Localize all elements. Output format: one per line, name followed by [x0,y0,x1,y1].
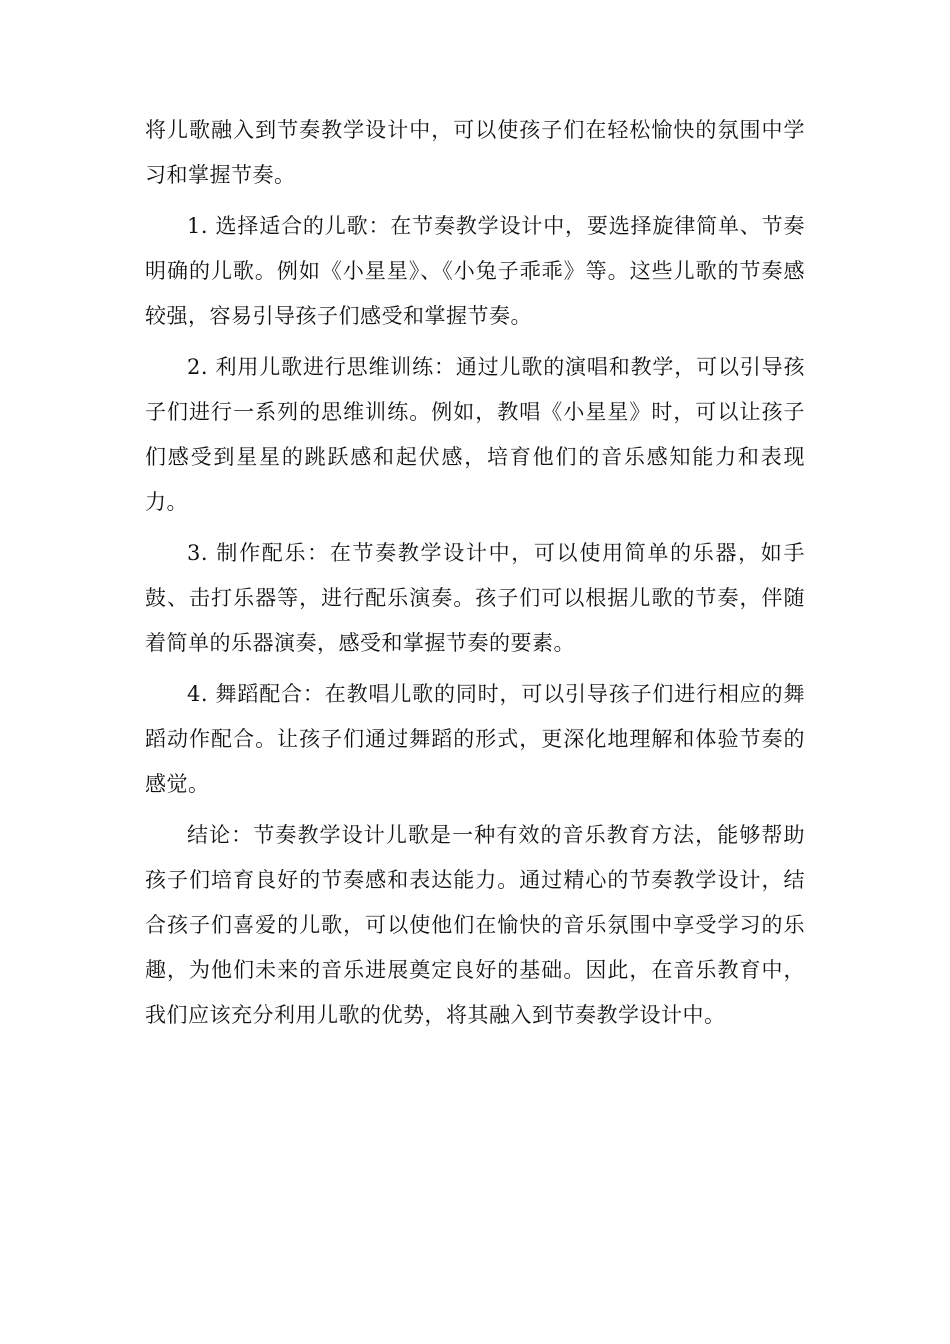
paragraph-item-2: 2. 利用儿歌进行思维训练：通过儿歌的演唱和教学，可以引导孩子们进行一系列的思维训练。例如，教唱《小星星》时，可以让孩子们感受到星星的跳跃感和起伏感，培育他们的音乐感知能力和表现力。 [145,355,805,514]
paragraph-intro: 将儿歌融入到节奏教学设计中，可以使孩子们在轻松愉快的氛围中学习和掌握节奏。 [145,118,805,187]
document-body [145,108,805,1044]
paragraph-item-3: 3. 制作配乐：在节奏教学设计中，可以使用简单的乐器，如手鼓、击打乐器等，进行配乐演奏。孩子们可以根据儿歌的节奏，伴随着简单的乐器演奏，感受和掌握节奏的要素。 [145,541,805,655]
paragraph-conclusion: 结论：节奏教学设计儿歌是一种有效的音乐教育方法，能够帮助孩子们培育良好的节奏感和表达能力。通过精心的节奏教学设计，结合孩子们喜爱的儿歌，可以使他们在愉快的音乐氛围中享受学习的乐趣，为他们未来的音乐进展奠定良好的基础。因此，在音乐教育中，我们应该充分利用儿歌的优势，将其融入到节奏教学设计中。 [145,823,805,1027]
paragraph-item-4: 4. 舞蹈配合：在教唱儿歌的同时，可以引导孩子们进行相应的舞蹈动作配合。让孩子们通过舞蹈的形式，更深化地理解和体验节奏的感觉。 [145,682,805,796]
paragraph-item-1: 1. 选择适合的儿歌：在节奏教学设计中，要选择旋律简单、节奏明确的儿歌。例如《小星星》、《小兔子乖乖》等。这些儿歌的节奏感较强，容易引导孩子们感受和掌握节奏。 [145,214,805,328]
